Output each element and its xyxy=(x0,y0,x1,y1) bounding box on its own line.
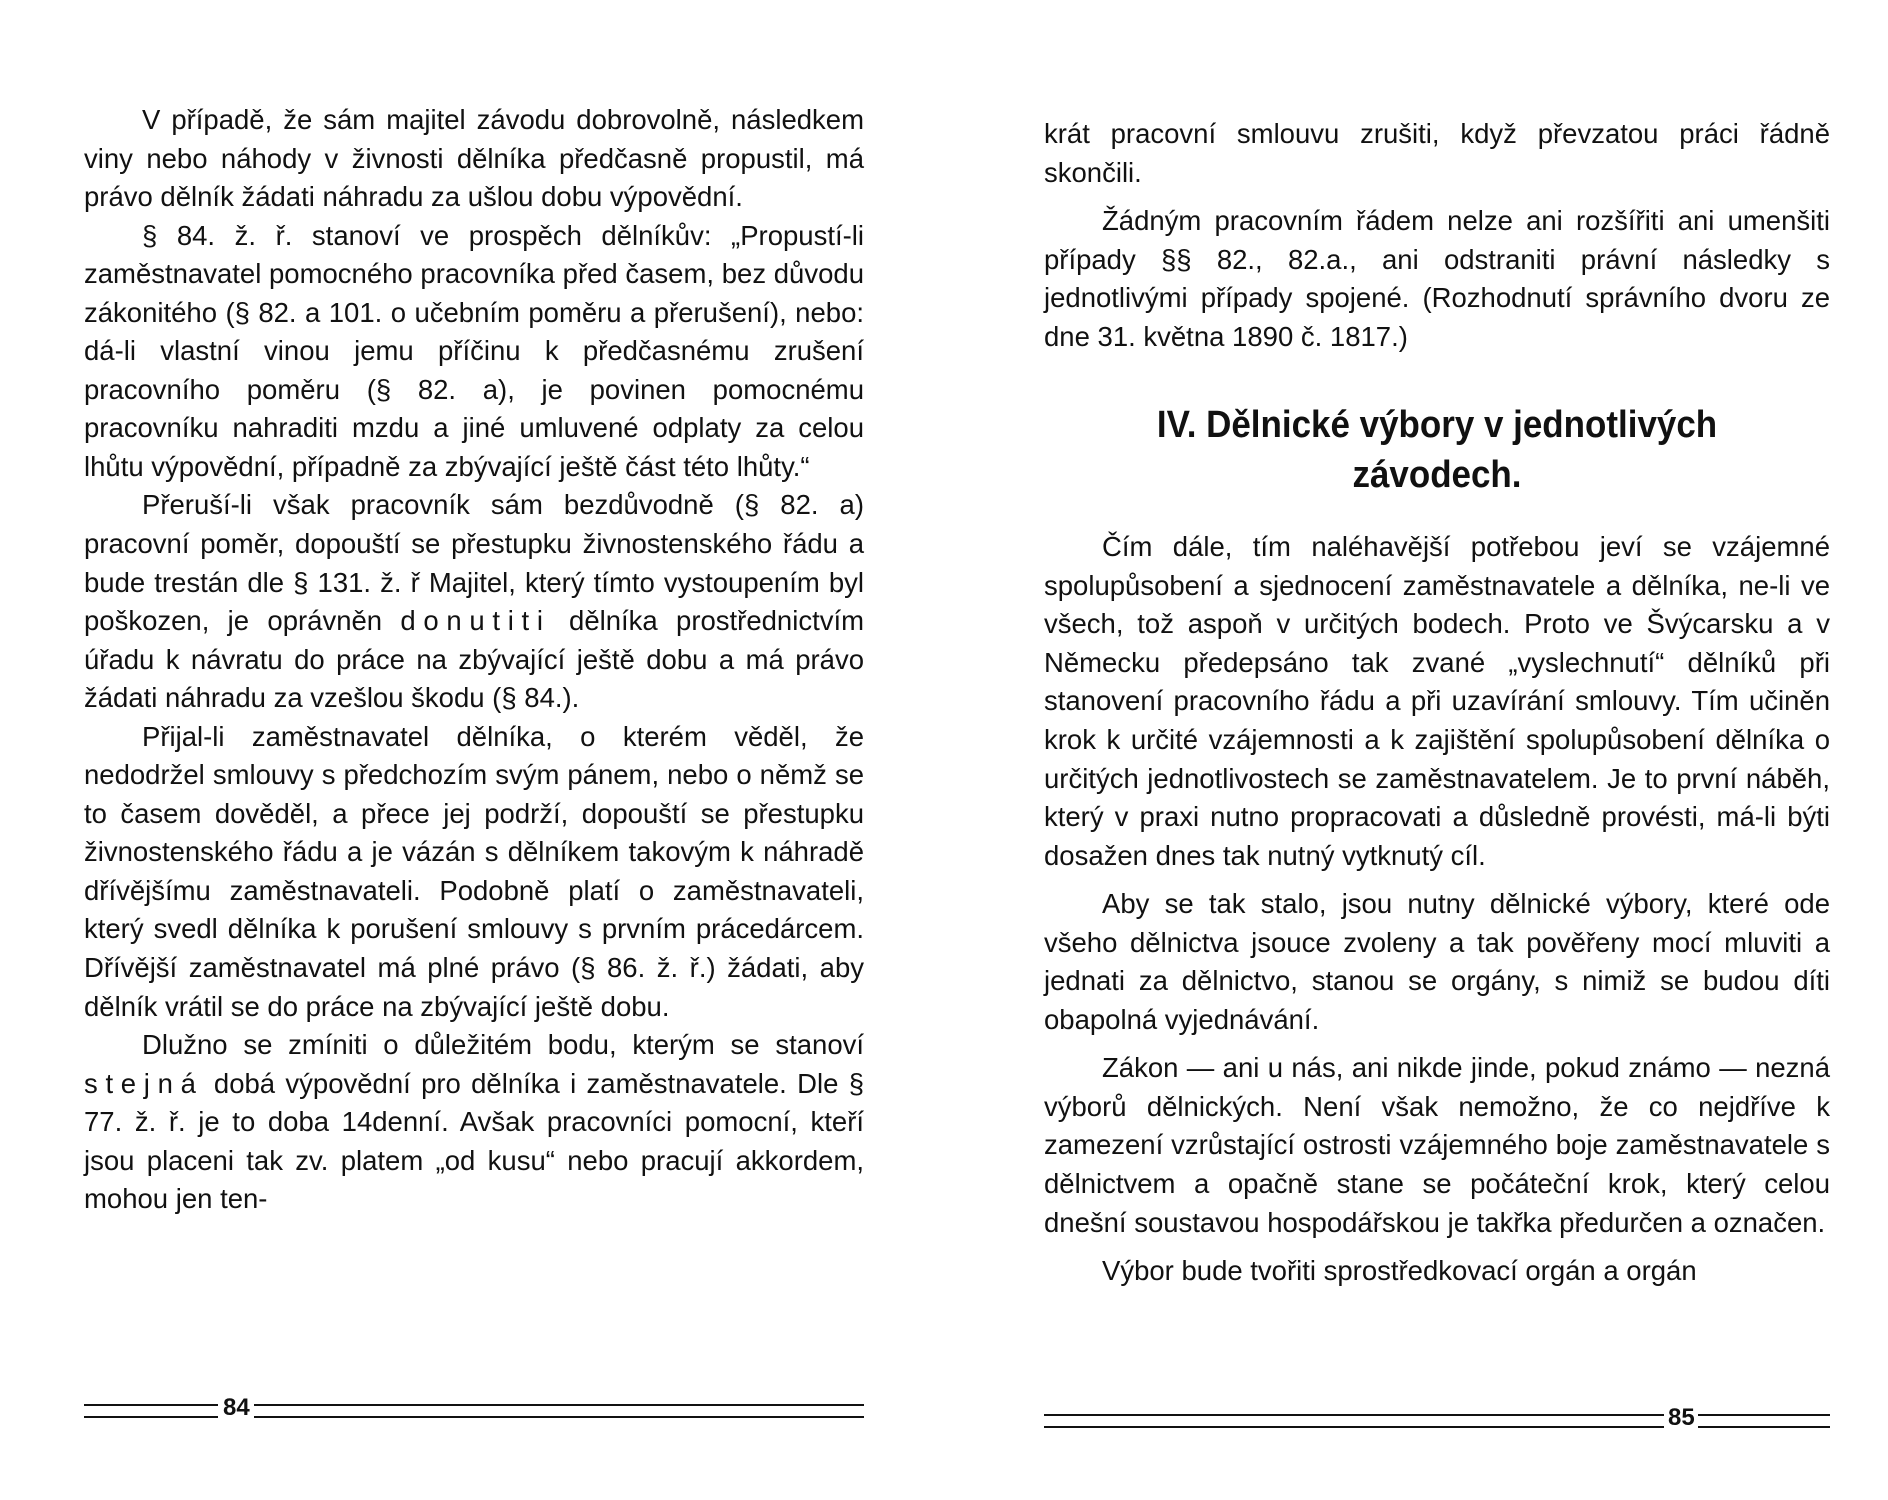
paragraph-text: dobá výpovědní pro dělníka i zaměstnavatele. Dle § 77. ž. ř. je to doba 14denní. Avšak pracovníci pomocní, kteří jsou placeni tak zv. platem „od kusu“ nebo pracují akkordem, mohou jen ten- xyxy=(84,1067,864,1215)
right-page-text xyxy=(1044,115,1830,1291)
paragraph: krát pracovní smlouvu zrušiti, když převzatou práci řádně skončili. xyxy=(1044,118,1830,188)
footer-double-rule xyxy=(1044,1414,1664,1428)
paragraph: Přijal-li zaměstnavatel dělníka, o kterém věděl, že nedodržel smlouvy s předchozím svým pánem, nebo o němž se to časem dověděl, a přece jej podrží, dopouští se přestupku živnostenského řádu a je vázán s dělníkem takovým k náhradě dřívějšímu zaměstnavateli. Podobně platí o zaměstnavateli, který svedl dělníka k porušení smlouvy s prvním prácedárcem. Dřívější zaměstnavatel má plné právo (§ 86. ž. ř.) žádati, aby dělník vrátil se do práce na zbývající ještě dobu. xyxy=(84,720,864,1022)
page-footer xyxy=(84,1394,864,1422)
footer-double-rule xyxy=(84,1404,218,1418)
paragraph: V případě, že sám majitel závodu dobrovolně, následkem viny nebo náhody v živnosti dělníka předčasně propustil, má právo dělník žádati náhradu za ušlou dobu výpovědní. xyxy=(84,104,864,213)
paragraph: § 84. ž. ř. stanoví ve prospěch dělníkův: „Propustí-li zaměstnavatel pomocného pracovníka před časem, bez důvodu zákonitého (§ 82. a 101. o učebním poměru a přerušení), nebo: dá-li vlastní vinou jemu příčinu k předčasnému zrušení pracovního poměru (§ 82. a), je povinen pomocnému pracovníku nahraditi mzdu a jiné umluvené odplaty za celou lhůtu výpovědní, případně za zbývající ještě část této lhůty.“ xyxy=(84,219,864,482)
page-footer xyxy=(1044,1404,1830,1432)
paragraph xyxy=(84,486,864,717)
page-number: 84 xyxy=(223,1394,250,1421)
chapter-heading-line: IV. Dělnické výbory v jednotlivých xyxy=(1156,404,1718,447)
right-page xyxy=(944,0,1888,1500)
paragraph: Čím dále, tím naléhavější potřebou jeví se vzájemné spolupůsobení a sjednocení zaměstnavatele a dělníka, ne-li ve všech, tož aspoň v určitých bodech. Proto ve Švýcarsku a v Německu předepsáno tak zvané „vyslechnutí“ dělníků při stanovení pracovního řádu a při uzavírání smlouvy. Tím učiněn krok k určité vzájemnosti a k zajištění spolupůsobení dělníka o určitých jednotlivostech se zaměstnavatelem. Je to první náběh, který v praxi nutno propracovati a důsledně provésti, má-li býti dosažen dnes tak nutný vytknutý cíl. xyxy=(1044,531,1830,871)
paragraph: Zákon — ani u nás, ani nikde jinde, pokud známo — nezná výborů dělnických. Není však nemožno, že co nejdříve k zamezení vzrůstající ostrosti vzájemného boje zaměstnavatele s dělnictvem a opačně stane se počáteční krok, který celou dnešní soustavou hospodářskou je takřka předurčen a označen. xyxy=(1044,1052,1830,1238)
paragraph xyxy=(84,1026,864,1219)
paragraph: Výbor bude tvořiti sprostředkovací orgán a orgán xyxy=(1102,1255,1697,1287)
chapter-heading xyxy=(1075,400,1798,500)
left-page-text xyxy=(84,101,864,1219)
footer-double-rule xyxy=(254,1404,864,1418)
page-number: 85 xyxy=(1668,1404,1695,1431)
paragraph-text: dělníka prostřednictvím úřadu k návratu do práce na zbývající ještě dobu a má právo žádati náhradu za vzešlou škodu (§ 84.). xyxy=(84,605,865,714)
emphasized-spaced-word: stejná xyxy=(84,1067,204,1099)
emphasized-spaced-word: donutiti xyxy=(400,605,551,637)
paragraph: Žádným pracovním řádem nelze ani rozšířiti ani umenšiti případy §§ 82., 82.a., ani odstraniti právní následky s jednotlivými případy spojené. (Rozhodnutí správního dvoru ze dne 31. května 1890 č. 1817.) xyxy=(1044,205,1830,352)
paragraph-text: Dlužno se zmíniti o důležitém bodu, kterým se stanoví xyxy=(142,1029,864,1061)
chapter-heading-line: závodech. xyxy=(1352,454,1522,497)
paragraph: Aby se tak stalo, jsou nutny dělnické výbory, které ode všeho dělnictva jsouce zvoleny a tak pověřeny mocí mluviti a jednati za dělnictvo, stanou se orgány, s nimiž se budou díti obapolná vyjednávání. xyxy=(1044,888,1830,1035)
paragraph-text: Přeruší-li však pracovník sám bezdůvodně (§ 82. a) pracovní poměr, dopouští se přestupku živnostenského řádu a bude trestán dle § 131. ž. ř Majitel, který tímto vystoupením byl poškozen, je oprávněn xyxy=(84,489,864,637)
footer-double-rule xyxy=(1698,1414,1830,1428)
